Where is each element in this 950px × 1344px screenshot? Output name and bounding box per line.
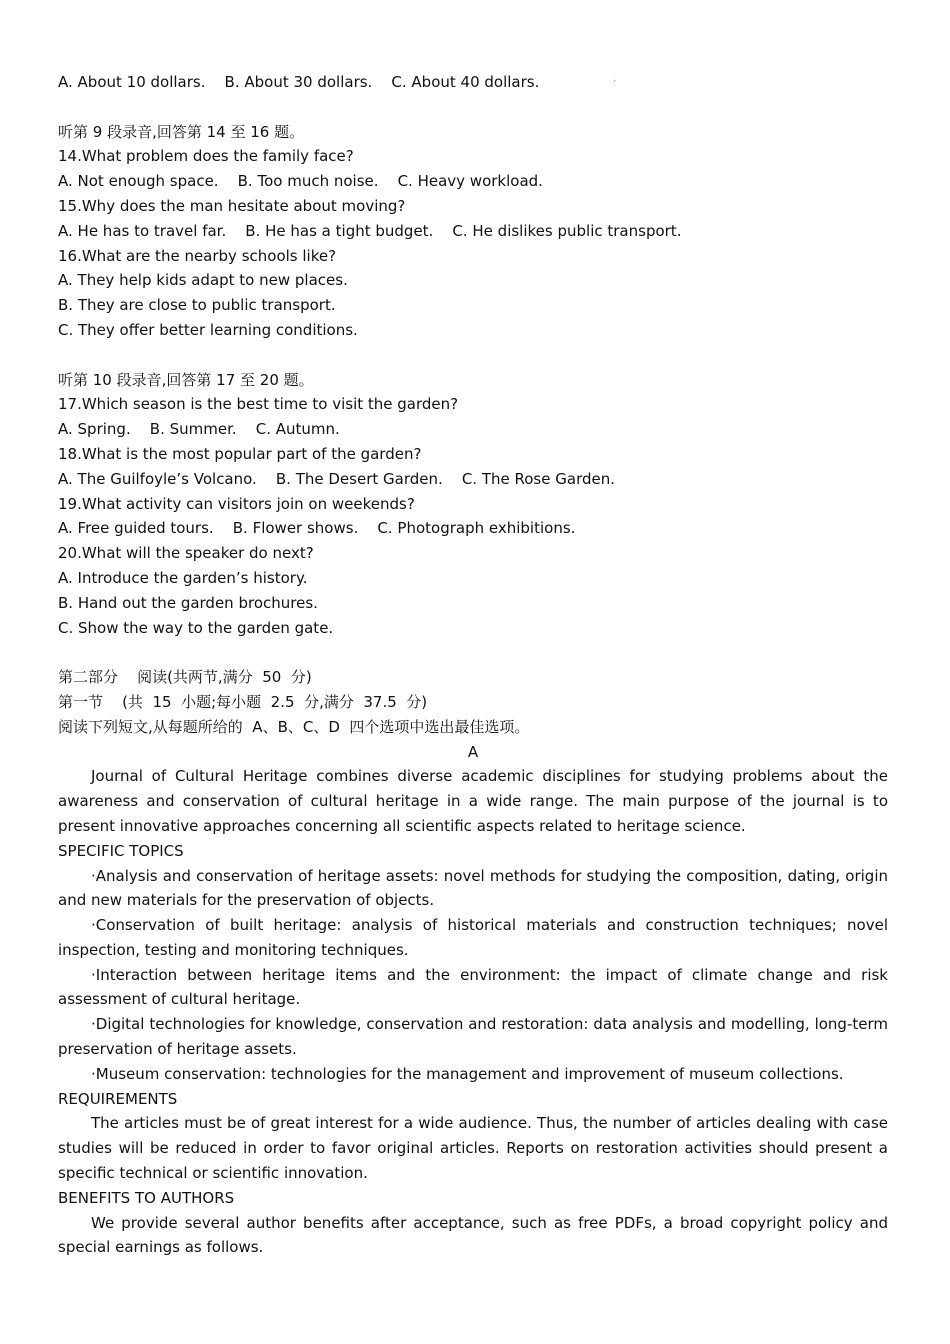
q15-question: 15.Why does the man hesitate about moving? [58, 196, 406, 215]
stray-dot: · [613, 76, 617, 87]
q16-option-c: C. They offer better learning conditions. [58, 320, 358, 339]
topic-item: ·Analysis and conservation of heritage assets: novel methods for studying the composition, dating, origin and new materials for the preservation of objects. [58, 866, 888, 910]
q14-options: A. Not enough space. B. Too much noise. C. Heavy workload. [58, 172, 543, 191]
q16-question: 16.What are the nearby schools like? [58, 246, 337, 265]
q16-option-a: A. They help kids adapt to new places. [58, 271, 348, 290]
passage-label: A [467, 742, 479, 761]
q20-option-a: A. Introduce the garden’s history. [58, 568, 308, 587]
q19-question: 19.What activity can visitors join on weekends? [58, 494, 415, 513]
q18-question: 18.What is the most popular part of the garden? [58, 444, 422, 463]
requirements-text: The articles must be of great interest for a wide audience. Thus, the number of articles dealing with case studies will be reduced in order to favor original articles. Reports on restoration activities should present a specific technical or scientific innovation. [58, 1114, 888, 1183]
part-title: 第二部分 阅读(共两节,满分 50 分) [58, 668, 312, 687]
requirements-heading: REQUIREMENTS [58, 1089, 178, 1108]
spacer [58, 640, 888, 665]
reading-instruction: 阅读下列短文,从每题所给的 A、B、C、D 四个选项中选出最佳选项。 [58, 717, 530, 736]
q20-question: 20.What will the speaker do next? [58, 544, 314, 563]
q19-options: A. Free guided tours. B. Flower shows. C. Photograph exhibitions. [58, 519, 576, 538]
topic-item: ·Conservation of built heritage: analysis of historical materials and construction techniques; novel inspection, testing and monitoring techniques. [58, 916, 888, 959]
page-content [58, 70, 888, 1260]
benefits-text: We provide several author benefits after acceptance, such as free PDFs, a broad copyright policy and special earnings as follows. [58, 1213, 888, 1257]
section10-intro: 听第 10 段录音,回答第 17 至 20 题。 [58, 370, 314, 389]
topic-item: ·Digital technologies for knowledge, conservation and restoration: data analysis and modelling, long-term preservation of heritage assets. [58, 1015, 888, 1059]
q16-option-b: B. They are close to public transport. [58, 296, 336, 315]
q18-options: A. The Guilfoyle’s Volcano. B. The Desert Garden. C. The Rose Garden. [58, 469, 615, 488]
section9-intro: 听第 9 段录音,回答第 14 至 16 题。 [58, 122, 305, 141]
passage-intro: Journal of Cultural Heritage combines diverse academic disciplines for studying problems about the awareness and conservation of cultural heritage in a wide range. The main purpose of the journal is to present innovative approaches concerning all scientific aspects related to heritage science. [58, 767, 888, 835]
spacer [58, 95, 888, 120]
q15-options: A. He has to travel far. B. He has a tight budget. C. He dislikes public transport. [58, 221, 682, 240]
topic-item: ·Museum conservation: technologies for the management and improvement of museum collections. [91, 1064, 844, 1083]
q20-option-c: C. Show the way to the garden gate. [58, 618, 334, 637]
q17-options: A. Spring. B. Summer. C. Autumn. [58, 420, 340, 439]
benefits-heading: BENEFITS TO AUTHORS [58, 1188, 235, 1207]
q20-option-b: B. Hand out the garden brochures. [58, 593, 318, 612]
topics-heading: SPECIFIC TOPICS [58, 841, 184, 860]
spacer [58, 343, 888, 368]
q17-question: 17.Which season is the best time to visit the garden? [58, 395, 459, 414]
section-title: 第一节 (共 15 小题;每小题 2.5 分,满分 37.5 分) [58, 692, 428, 711]
q14-question: 14.What problem does the family face? [58, 147, 354, 166]
q13-options: A. About 10 dollars. B. About 30 dollars. C. About 40 dollars. [58, 73, 540, 91]
topic-item: ·Interaction between heritage items and the environment: the impact of climate change and risk assessment of cultural heritage. [58, 965, 888, 1009]
